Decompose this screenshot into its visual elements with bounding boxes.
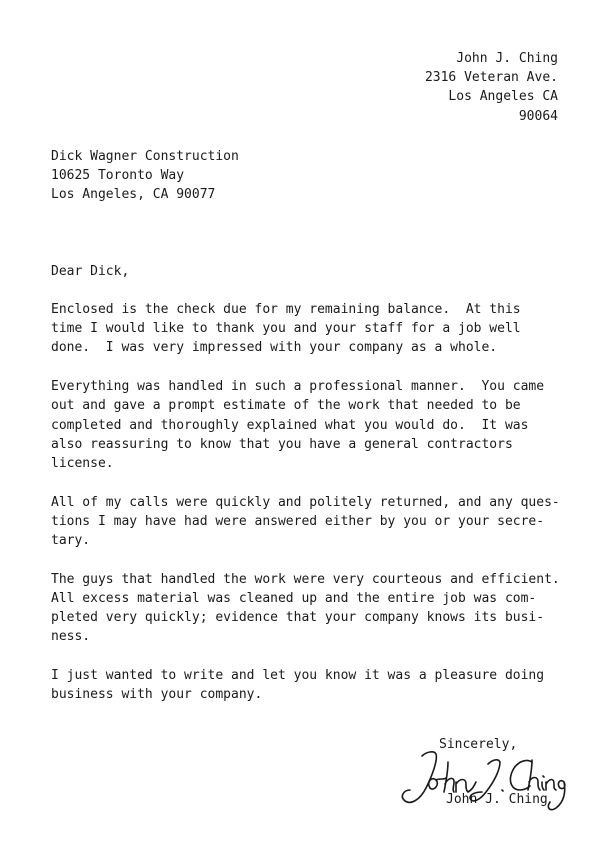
paragraph xyxy=(51,666,556,704)
body-line: All excess material was cleaned up and the entire job was com- xyxy=(51,590,537,606)
body-line: tary. xyxy=(51,533,91,549)
body-line: Enclosed is the check due for my remaining balance. At this xyxy=(51,302,521,317)
paragraph xyxy=(51,570,560,647)
body-line: license. xyxy=(51,455,114,471)
typed-signature-name: John J. Ching xyxy=(446,792,548,807)
body-line: Everything was handled in such a professional manner. You came xyxy=(51,379,545,395)
salutation: Dear Dick, xyxy=(51,264,130,279)
paragraph xyxy=(51,377,556,473)
sender-street: 2316 Veteran Ave. xyxy=(424,70,558,86)
body-line: time I would like to thank you and your staff for a job well xyxy=(51,321,521,337)
sender-address xyxy=(425,49,558,126)
body-line: The guys that handled the work were very courteous and efficient. xyxy=(51,571,560,587)
body-line: also reassuring to know that you have a general contractors xyxy=(51,436,513,452)
body-line: I just wanted to write and let you know it was a pleasure doing xyxy=(51,668,545,684)
recipient-company: Dick Wagner Construction xyxy=(51,149,239,164)
letter-body xyxy=(51,300,560,724)
body-line: completed and thoroughly explained what you would do. It was xyxy=(51,417,529,433)
paragraph xyxy=(51,493,560,551)
body-line: done. I was very impressed with your company as a whole. xyxy=(51,340,498,356)
body-line: business with your company. xyxy=(51,687,263,703)
sender-name: John J. Ching xyxy=(456,51,558,66)
recipient-street: 10625 Toronto Way xyxy=(51,168,185,184)
sender-city: Los Angeles CA xyxy=(448,89,558,105)
recipient-city: Los Angeles, CA 90077 xyxy=(51,187,216,203)
body-line: ness. xyxy=(51,629,91,645)
sender-zip: 90064 xyxy=(518,108,558,124)
paragraph xyxy=(51,300,556,358)
recipient-address xyxy=(51,147,239,205)
closing: Sincerely, xyxy=(439,737,518,752)
body-line: All of my calls were quickly and politely returned, and any ques- xyxy=(51,494,560,510)
body-line: out and gave a prompt estimate of the work that needed to be xyxy=(51,398,521,414)
body-line: tions I may have had were answered either by you or your secre- xyxy=(51,513,545,529)
body-line: pleted very quickly; evidence that your company knows its busi- xyxy=(51,610,545,626)
